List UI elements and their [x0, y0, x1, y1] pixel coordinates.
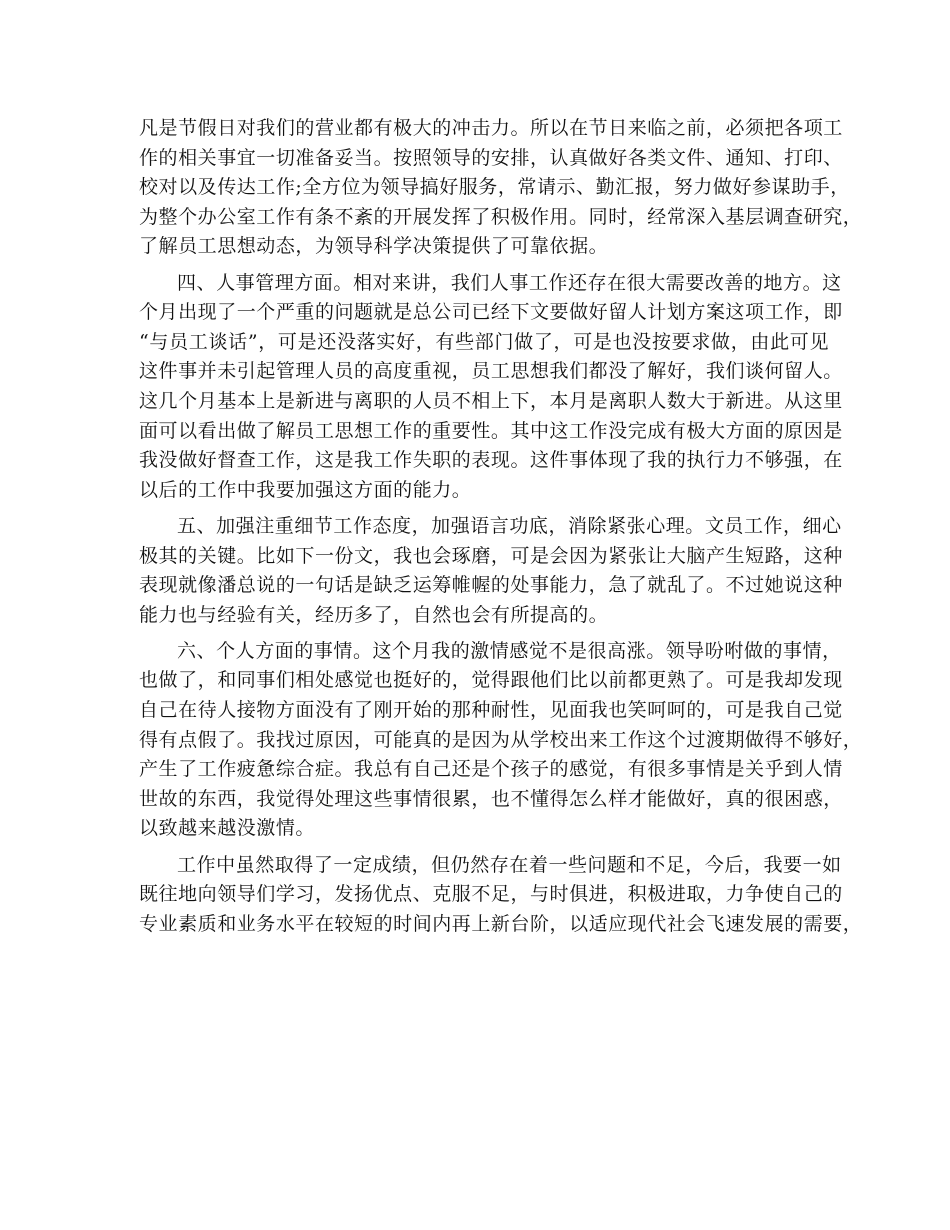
paragraph-detail-attitude — [139, 512, 843, 630]
document-body — [139, 114, 863, 939]
text-line: 以致越来越没激情。 — [139, 817, 315, 840]
text-line: 既往地向领导们学习，发扬优点、克服不足，与时俱进，积极进取，力争使自己的 — [139, 883, 843, 906]
text-line: 为整个办公室工作有条不紊的开展发挥了积极作用。同时，经常深入基层调查研究， — [139, 205, 863, 228]
text-line: 了解员工思想动态，为领导科学决策提供了可靠依据。 — [139, 235, 609, 258]
text-line: 极其的关键。比如下一份文，我也会琢磨，可是会因为紧张让大脑产生短路，这种 — [139, 544, 843, 567]
text-line: 自己在待人接物方面没有了刚开始的那种耐性，见面我也笑呵呵的，可是我自己觉 — [139, 699, 843, 722]
text-line: 专业素质和业务水平在较短的时间内再上新台阶，以适应现代社会飞速发展的需要， — [139, 912, 863, 935]
text-line: 我没做好督查工作，这是我工作失职的表现。这件事体现了我的执行力不够强，在 — [139, 449, 843, 472]
text-line: 这件事并未引起管理人员的高度重视，员工思想我们都没了解好，我们谈何留人。 — [139, 360, 843, 383]
paragraph-conclusion — [139, 851, 863, 940]
text-line: 也做了，和同事们相处感觉也挺好的，觉得跟他们比以前都更熟了。可是我却发现 — [139, 669, 843, 692]
text-line: 世故的东西，我觉得处理这些事情很累，也不懂得怎么样才能做好，真的很困惑， — [139, 787, 843, 810]
paragraph-personal-matters — [139, 637, 863, 844]
text-line: 得有点假了。我找过原因，可能真的是因为从学校出来工作这个过渡期做得不够好， — [139, 728, 863, 751]
text-line: 产生了工作疲惫综合症。我总有自己还是个孩子的感觉，有很多事情是关乎到人情 — [139, 758, 843, 781]
text-line: 这几个月基本上是新进与离职的人员不相上下，本月是离职人数大于新进。从这里 — [139, 389, 843, 412]
text-line: 六、个人方面的事情。这个月我的激情感觉不是很高涨。领导吩咐做的事情， — [177, 639, 842, 662]
text-line: 面可以看出做了解员工思想工作的重要性。其中这工作没完成有极大方面的原因是 — [139, 419, 843, 442]
paragraph-personnel-management — [139, 269, 843, 506]
text-line: 能力也与经验有关，经历多了，自然也会有所提高的。 — [139, 603, 609, 626]
text-line: 凡是节假日对我们的营业都有极大的冲击力。所以在节日来临之前，必须把各项工 — [139, 117, 843, 139]
text-line: 作的相关事宜一切准备妥当。按照领导的安排，认真做好各类文件、通知、打印、 — [139, 146, 843, 169]
text-line: 个月出现了一个严重的问题就是总公司已经下文要做好留人计划方案这项工作，即 — [139, 301, 843, 324]
text-line: 四、人事管理方面。相对来讲，我们人事工作还存在很大需要改善的地方。这 — [177, 271, 842, 294]
text-line: 表现就像潘总说的一句话是缺乏运筹帷幄的处事能力，急了就乱了。不过她说这种 — [139, 574, 843, 597]
text-line: 五、加强注重细节工作态度，加强语言功底，消除紧张心理。文员工作，细心 — [177, 514, 842, 537]
text-line: 校对以及传达工作;全方位为领导搞好服务，常请示、勤汇报，努力做好参谋助手， — [139, 176, 850, 199]
paragraph-continuation — [139, 114, 863, 262]
text-line: 工作中虽然取得了一定成绩，但仍然存在着一些问题和不足，今后，我要一如 — [177, 853, 842, 876]
text-line: 以后的工作中我要加强这方面的能力。 — [139, 478, 472, 501]
text-line: “与员工谈话”，可是还没落实好，有些部门做了，可是也没按要求做，由此可见 — [139, 330, 829, 353]
